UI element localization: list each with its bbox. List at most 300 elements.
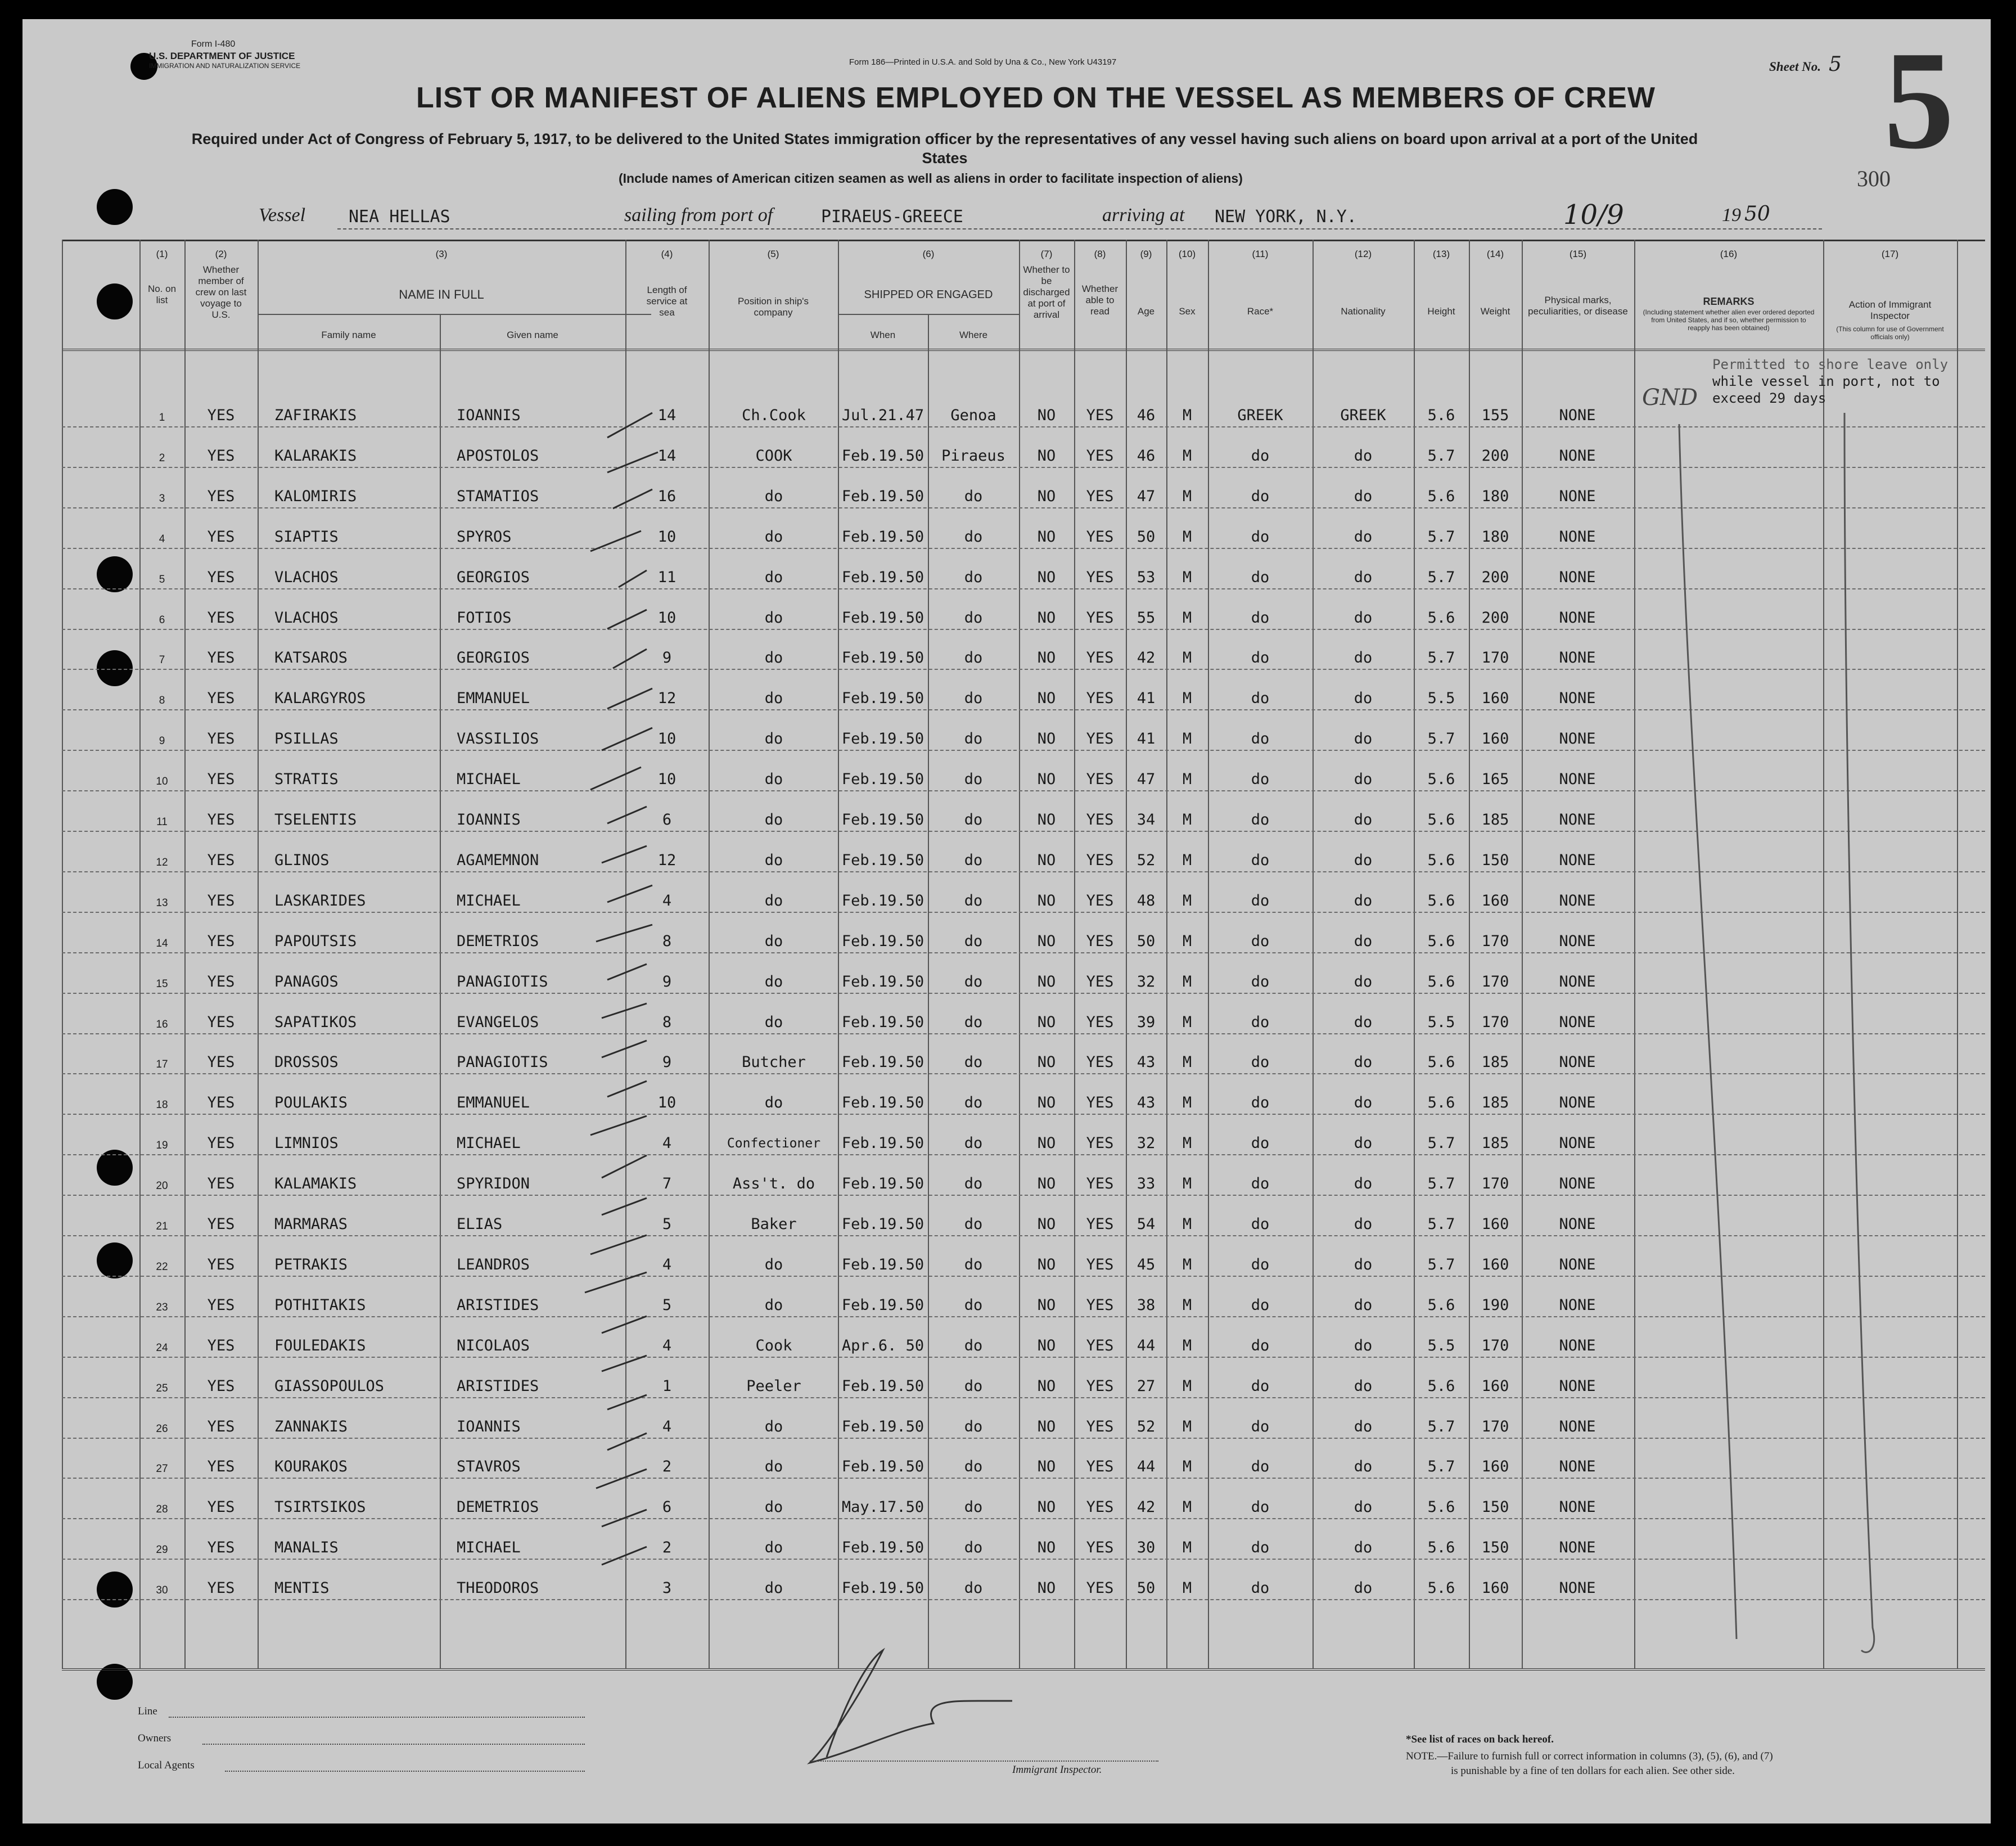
cell-weight: 150	[1481, 1498, 1509, 1516]
cell-read: YES	[1086, 528, 1114, 546]
cell-given-name: APOSTOLOS	[457, 447, 539, 465]
col8-header: Whether able to read	[1081, 283, 1119, 317]
col7-number: (7)	[1040, 249, 1053, 259]
cell-given-name: MICHAEL	[457, 1539, 521, 1556]
stamp-number: 300	[1857, 166, 1891, 191]
cell-height: 5.6	[1427, 933, 1455, 950]
cell-given-name: EMMANUEL	[457, 690, 530, 707]
cell-position: do	[764, 690, 783, 707]
col2-header: Whether member of crew on last voyage to U.S.	[195, 264, 247, 320]
col4-number: (4)	[661, 249, 673, 259]
cell-prev: YES	[207, 1458, 235, 1475]
cell-height: 5.6	[1427, 407, 1455, 424]
cell-age: 42	[1136, 649, 1156, 667]
row-number: 30	[156, 1584, 168, 1596]
cell-age: 46	[1136, 407, 1156, 424]
cell-nationality: do	[1354, 973, 1373, 990]
cell-prev: YES	[207, 1296, 235, 1314]
cell-age: 39	[1136, 1014, 1156, 1031]
cell-given-name: ARISTIDES	[457, 1296, 539, 1314]
cell-when: Feb.19.50	[841, 1458, 924, 1475]
cell-read: YES	[1086, 892, 1114, 910]
cell-given-name: PANAGIOTIS	[457, 973, 548, 990]
cell-where: do	[964, 1498, 983, 1516]
cell-marks: NONE	[1559, 852, 1596, 869]
cell-marks: NONE	[1559, 1256, 1596, 1273]
cell-weight: 160	[1481, 1256, 1509, 1273]
cell-prev: YES	[207, 407, 235, 424]
col14-number: (14)	[1486, 249, 1504, 259]
cell-position: Butcher	[742, 1053, 806, 1071]
cell-marks: NONE	[1559, 1337, 1596, 1354]
cell-sex: M	[1182, 1175, 1192, 1192]
cell-when: Feb.19.50	[841, 1418, 924, 1435]
col7-header: Whether to be discharged at port of arrival	[1023, 264, 1070, 320]
cell-read: YES	[1086, 1053, 1114, 1071]
cell-race: do	[1251, 1418, 1270, 1435]
cell-position: do	[764, 811, 783, 829]
cell-service: 3	[662, 1579, 672, 1597]
col16-number: (16)	[1720, 249, 1738, 259]
cell-height: 5.6	[1427, 1094, 1455, 1111]
cell-when: Jul.21.47	[841, 407, 924, 424]
inspector-rule	[810, 1761, 1158, 1762]
cell-nationality: do	[1354, 1053, 1373, 1071]
cell-family-name: VLACHOS	[274, 609, 339, 627]
row-number: 25	[156, 1383, 168, 1394]
cell-height: 5.7	[1427, 730, 1455, 748]
cell-discharge: NO	[1037, 407, 1056, 424]
cell-family-name: POULAKIS	[274, 1094, 348, 1111]
cell-sex: M	[1182, 1337, 1192, 1354]
cell-service: 2	[662, 1539, 672, 1556]
cell-when: Feb.19.50	[841, 690, 924, 707]
cell-height: 5.6	[1427, 609, 1455, 627]
cell-when: Feb.19.50	[841, 1377, 924, 1395]
cell-race: do	[1251, 1014, 1270, 1031]
cell-nationality: do	[1354, 1337, 1373, 1354]
cell-weight: 200	[1481, 569, 1509, 586]
cell-marks: NONE	[1559, 1215, 1596, 1233]
cell-marks: NONE	[1559, 1579, 1596, 1597]
cell-given-name: NICOLAOS	[457, 1337, 530, 1354]
subnote: (Include names of American citizen seamen as well as aliens in order to facilitate inspection of aliens)	[619, 171, 1243, 186]
col12-header: Nationality	[1341, 306, 1386, 317]
cell-read: YES	[1086, 1539, 1114, 1556]
cell-prev: YES	[207, 1014, 235, 1031]
sheet-label: Sheet No.	[1769, 60, 1821, 74]
cell-race: do	[1251, 1296, 1270, 1314]
cell-service: 10	[657, 609, 676, 627]
cell-prev: YES	[207, 1337, 235, 1354]
cell-service: 1	[662, 1377, 672, 1395]
cell-discharge: NO	[1037, 1377, 1056, 1395]
cell-marks: NONE	[1559, 407, 1596, 424]
cell-when: Feb.19.50	[841, 1539, 924, 1556]
cell-age: 46	[1136, 447, 1156, 465]
col13-header: Height	[1427, 306, 1455, 317]
cell-family-name: SAPATIKOS	[274, 1014, 357, 1031]
cell-race: do	[1251, 1539, 1270, 1556]
cell-nationality: do	[1354, 811, 1373, 829]
cell-race: do	[1251, 973, 1270, 990]
cell-weight: 155	[1481, 407, 1509, 424]
cell-read: YES	[1086, 1418, 1114, 1435]
col9-number: (9)	[1140, 249, 1152, 259]
cell-marks: NONE	[1559, 1458, 1596, 1475]
cell-given-name: THEODOROS	[457, 1579, 539, 1597]
cell-nationality: do	[1354, 852, 1373, 869]
remarks-stamp-line: while vessel in port, not to	[1712, 373, 1940, 389]
cell-read: YES	[1086, 1377, 1114, 1395]
cell-read: YES	[1086, 649, 1114, 667]
cell-race: do	[1251, 569, 1270, 586]
cell-height: 5.7	[1427, 569, 1455, 586]
cell-discharge: NO	[1037, 1256, 1056, 1273]
row-number: 17	[156, 1059, 168, 1070]
cell-given-name: SPYRIDON	[457, 1175, 530, 1192]
cell-age: 43	[1136, 1094, 1156, 1111]
cell-read: YES	[1086, 933, 1114, 950]
cell-prev: YES	[207, 649, 235, 667]
cell-marks: NONE	[1559, 1418, 1596, 1435]
cell-marks: NONE	[1559, 649, 1596, 667]
cell-sex: M	[1182, 609, 1192, 627]
cell-height: 5.6	[1427, 1053, 1455, 1071]
cell-given-name: FOTIOS	[457, 609, 512, 627]
cell-prev: YES	[207, 852, 235, 869]
row-number: 13	[156, 897, 168, 909]
arriving-port: NEW YORK, N.Y.	[1215, 207, 1357, 227]
cell-nationality: do	[1354, 649, 1373, 667]
cell-where: do	[964, 1215, 983, 1233]
cell-service: 5	[662, 1215, 672, 1233]
row-number: 20	[156, 1180, 168, 1192]
cell-weight: 160	[1481, 1579, 1509, 1597]
cell-race: do	[1251, 609, 1270, 627]
line-rule	[169, 1717, 585, 1718]
subtitle: Required under Act of Congress of February 5, 1917, to be delivered to the United States immigration officer by the representatives of any vessel having such aliens on board upon arrival at a port of the United States	[191, 130, 1698, 166]
cell-race: do	[1251, 771, 1270, 788]
cell-age: 41	[1136, 730, 1156, 748]
cell-marks: NONE	[1559, 569, 1596, 586]
cell-sex: M	[1182, 1256, 1192, 1273]
cell-height: 5.5	[1427, 1014, 1455, 1031]
owners-label: Owners	[138, 1732, 172, 1744]
cell-nationality: do	[1354, 528, 1373, 546]
cell-weight: 165	[1481, 771, 1509, 788]
cell-service: 14	[657, 447, 676, 465]
cell-height: 5.6	[1427, 1377, 1455, 1395]
cell-service: 6	[662, 811, 672, 829]
cell-race: do	[1251, 690, 1270, 707]
cell-family-name: VLACHOS	[274, 569, 339, 586]
cell-sex: M	[1182, 730, 1192, 748]
cell-where: do	[964, 892, 983, 910]
cell-family-name: ZAFIRAKIS	[274, 407, 357, 424]
cell-age: 44	[1136, 1458, 1156, 1475]
cell-service: 5	[662, 1296, 672, 1314]
row-number: 29	[156, 1544, 168, 1556]
col10-header: Sex	[1179, 306, 1196, 317]
cell-sex: M	[1182, 1579, 1192, 1597]
cell-nationality: do	[1354, 933, 1373, 950]
cell-height: 5.6	[1427, 1539, 1455, 1556]
cell-discharge: NO	[1037, 852, 1056, 869]
cell-position: do	[764, 1539, 783, 1556]
cell-read: YES	[1086, 609, 1114, 627]
cell-age: 53	[1136, 569, 1156, 586]
cell-where: do	[964, 1134, 983, 1152]
department-line: U.S. DEPARTMENT OF JUSTICE	[149, 51, 295, 61]
cell-prev: YES	[207, 528, 235, 546]
cell-discharge: NO	[1037, 528, 1056, 546]
cell-when: Feb.19.50	[841, 1175, 924, 1192]
cell-race: GREEK	[1237, 407, 1283, 424]
cell-age: 47	[1136, 771, 1156, 788]
cell-read: YES	[1086, 447, 1114, 465]
cell-position: do	[764, 730, 783, 748]
cell-when: Feb.19.50	[841, 528, 924, 546]
arriving-label: arriving at	[1102, 205, 1185, 226]
cell-service: 2	[662, 1458, 672, 1475]
cell-height: 5.7	[1427, 528, 1455, 546]
col15-number: (15)	[1569, 249, 1587, 259]
cell-age: 50	[1136, 1579, 1156, 1597]
cell-height: 5.6	[1427, 1579, 1455, 1597]
cell-marks: NONE	[1559, 730, 1596, 748]
col16-header: REMARKS	[1703, 296, 1755, 307]
cell-marks: NONE	[1559, 488, 1596, 505]
cell-prev: YES	[207, 1498, 235, 1516]
cell-read: YES	[1086, 1579, 1114, 1597]
footer-note: NOTE.—Failure to furnish full or correct information in columns (3), (5), (6), and (7)	[1406, 1750, 1773, 1762]
col6a-header: When	[870, 330, 896, 340]
cell-discharge: NO	[1037, 892, 1056, 910]
cell-family-name: KATSAROS	[274, 649, 348, 667]
inspector-label: Immigrant Inspector.	[1012, 1764, 1102, 1776]
cell-read: YES	[1086, 973, 1114, 990]
cell-given-name: IOANNIS	[457, 811, 521, 829]
cell-given-name: DEMETRIOS	[457, 933, 539, 950]
cell-nationality: do	[1354, 1418, 1373, 1435]
cell-prev: YES	[207, 1539, 235, 1556]
cell-position: do	[764, 933, 783, 950]
row-number: 18	[156, 1099, 168, 1111]
cell-age: 32	[1136, 973, 1156, 990]
col6-number: (6)	[922, 249, 935, 259]
cell-family-name: TSELENTIS	[274, 811, 357, 829]
cell-discharge: NO	[1037, 1418, 1056, 1435]
cell-position: do	[764, 1014, 783, 1031]
cell-discharge: NO	[1037, 1458, 1056, 1475]
cell-sex: M	[1182, 1498, 1192, 1516]
cell-given-name: MICHAEL	[457, 1134, 521, 1152]
cell-race: do	[1251, 1377, 1270, 1395]
cell-race: do	[1251, 1337, 1270, 1354]
cell-marks: NONE	[1559, 973, 1596, 990]
col4-header: Length of service at sea	[646, 285, 688, 318]
cell-when: Feb.19.50	[841, 569, 924, 586]
cell-position: do	[764, 1094, 783, 1111]
cell-weight: 185	[1481, 811, 1509, 829]
cell-prev: YES	[207, 933, 235, 950]
cell-nationality: do	[1354, 1458, 1373, 1475]
cell-when: Feb.19.50	[841, 447, 924, 465]
cell-nationality: do	[1354, 892, 1373, 910]
cell-given-name: GEORGIOS	[457, 569, 530, 586]
cell-prev: YES	[207, 1377, 235, 1395]
cell-family-name: FOULEDAKIS	[274, 1337, 366, 1354]
cell-read: YES	[1086, 1014, 1114, 1031]
cell-family-name: STRATIS	[274, 771, 339, 788]
cell-read: YES	[1086, 730, 1114, 748]
cell-discharge: NO	[1037, 569, 1056, 586]
cell-where: do	[964, 933, 983, 950]
cell-when: Feb.19.50	[841, 1094, 924, 1111]
cell-read: YES	[1086, 811, 1114, 829]
cell-race: do	[1251, 1458, 1270, 1475]
cell-sex: M	[1182, 1296, 1192, 1314]
cell-weight: 200	[1481, 609, 1509, 627]
col14-header: Weight	[1480, 306, 1510, 317]
row-number: 15	[156, 978, 168, 990]
cell-family-name: MARMARAS	[274, 1215, 348, 1233]
cell-marks: NONE	[1559, 609, 1596, 627]
cell-where: do	[964, 569, 983, 586]
vessel-label: Vessel	[259, 205, 306, 226]
cell-prev: YES	[207, 1175, 235, 1192]
cell-when: Feb.19.50	[841, 811, 924, 829]
cell-sex: M	[1182, 933, 1192, 950]
row-number: 14	[156, 938, 168, 949]
cell-prev: YES	[207, 1215, 235, 1233]
col15-header: Physical marks, peculiarities, or disease	[1528, 295, 1628, 317]
year-prefix: 19	[1722, 205, 1741, 226]
cell-sex: M	[1182, 771, 1192, 788]
cell-position: Baker	[751, 1215, 797, 1233]
cell-height: 5.6	[1427, 973, 1455, 990]
cell-family-name: TSIRTSIKOS	[274, 1498, 366, 1516]
cell-family-name: PAPOUTSIS	[274, 933, 357, 950]
cell-service: 10	[657, 1094, 676, 1111]
cell-race: do	[1251, 1215, 1270, 1233]
cell-position: do	[764, 488, 783, 505]
cell-prev: YES	[207, 1053, 235, 1071]
cell-marks: NONE	[1559, 892, 1596, 910]
cell-family-name: KALAMAKIS	[274, 1175, 357, 1192]
row-number: 28	[156, 1503, 168, 1515]
cell-marks: NONE	[1559, 1498, 1596, 1516]
cell-weight: 185	[1481, 1094, 1509, 1111]
cell-sex: M	[1182, 488, 1192, 505]
cell-position: Peeler	[746, 1377, 801, 1395]
cell-nationality: do	[1354, 1296, 1373, 1314]
cell-discharge: NO	[1037, 730, 1056, 748]
cell-family-name: PSILLAS	[274, 730, 339, 748]
cell-when: Feb.19.50	[841, 1134, 924, 1152]
cell-discharge: NO	[1037, 1579, 1056, 1597]
cell-discharge: NO	[1037, 1296, 1056, 1314]
cell-service: 12	[657, 852, 676, 869]
cell-where: do	[964, 973, 983, 990]
cell-position: do	[764, 1256, 783, 1273]
cell-nationality: do	[1354, 488, 1373, 505]
cell-when: Feb.19.50	[841, 933, 924, 950]
cell-when: Feb.19.50	[841, 1579, 924, 1597]
cell-when: Feb.19.50	[841, 1014, 924, 1031]
cell-family-name: MANALIS	[274, 1539, 339, 1556]
cell-service: 16	[657, 488, 676, 505]
cell-discharge: NO	[1037, 488, 1056, 505]
cell-weight: 170	[1481, 649, 1509, 667]
cell-weight: 170	[1481, 1337, 1509, 1354]
cell-height: 5.6	[1427, 488, 1455, 505]
cell-marks: NONE	[1559, 933, 1596, 950]
cell-sex: M	[1182, 1053, 1192, 1071]
col2-number: (2)	[215, 249, 227, 259]
row-number: 26	[156, 1423, 168, 1435]
cell-where: do	[964, 811, 983, 829]
cell-weight: 170	[1481, 1014, 1509, 1031]
row-number: 22	[156, 1261, 168, 1273]
cell-when: Feb.19.50	[841, 609, 924, 627]
cell-position: do	[764, 609, 783, 627]
cell-height: 5.6	[1427, 811, 1455, 829]
cell-sex: M	[1182, 1377, 1192, 1395]
cell-given-name: AGAMEMNON	[457, 852, 539, 869]
cell-where: do	[964, 1579, 983, 1597]
col6b-header: Where	[959, 330, 988, 340]
cell-position: do	[764, 1458, 783, 1475]
cell-prev: YES	[207, 1134, 235, 1152]
cell-sex: M	[1182, 528, 1192, 546]
row-number: 21	[156, 1221, 168, 1232]
row-number: 9	[159, 735, 165, 747]
cell-where: do	[964, 690, 983, 707]
cell-prev: YES	[207, 973, 235, 990]
col17-number: (17)	[1881, 249, 1899, 259]
cell-prev: YES	[207, 811, 235, 829]
cell-family-name: KALARGYROS	[274, 690, 366, 707]
footer-note: *See list of races on back hereof.	[1406, 1734, 1554, 1745]
cell-where: do	[964, 1458, 983, 1475]
cell-nationality: do	[1354, 1134, 1373, 1152]
cell-family-name: LIMNIOS	[274, 1134, 339, 1152]
cell-family-name: PANAGOS	[274, 973, 339, 990]
row-number: 11	[156, 816, 168, 828]
cell-race: do	[1251, 1134, 1270, 1152]
cell-height: 5.5	[1427, 1337, 1455, 1354]
cell-nationality: do	[1354, 690, 1373, 707]
row-number: 19	[156, 1140, 168, 1151]
cell-race: do	[1251, 649, 1270, 667]
col3-number: (3)	[435, 249, 448, 259]
cell-discharge: NO	[1037, 690, 1056, 707]
cell-where: do	[964, 1296, 983, 1314]
cell-age: 32	[1136, 1134, 1156, 1152]
arrival-date: 10/9	[1563, 199, 1624, 231]
cell-where: do	[964, 528, 983, 546]
cell-given-name: SPYROS	[457, 528, 512, 546]
service-line: IMMIGRATION AND NATURALIZATION SERVICE	[149, 62, 301, 70]
cell-service: 10	[657, 771, 676, 788]
col11-header: Race*	[1247, 306, 1274, 317]
cell-height: 5.7	[1427, 1175, 1455, 1192]
cell-nationality: do	[1354, 730, 1373, 748]
col1-header: No. on list	[147, 283, 177, 305]
cell-marks: NONE	[1559, 1094, 1596, 1111]
